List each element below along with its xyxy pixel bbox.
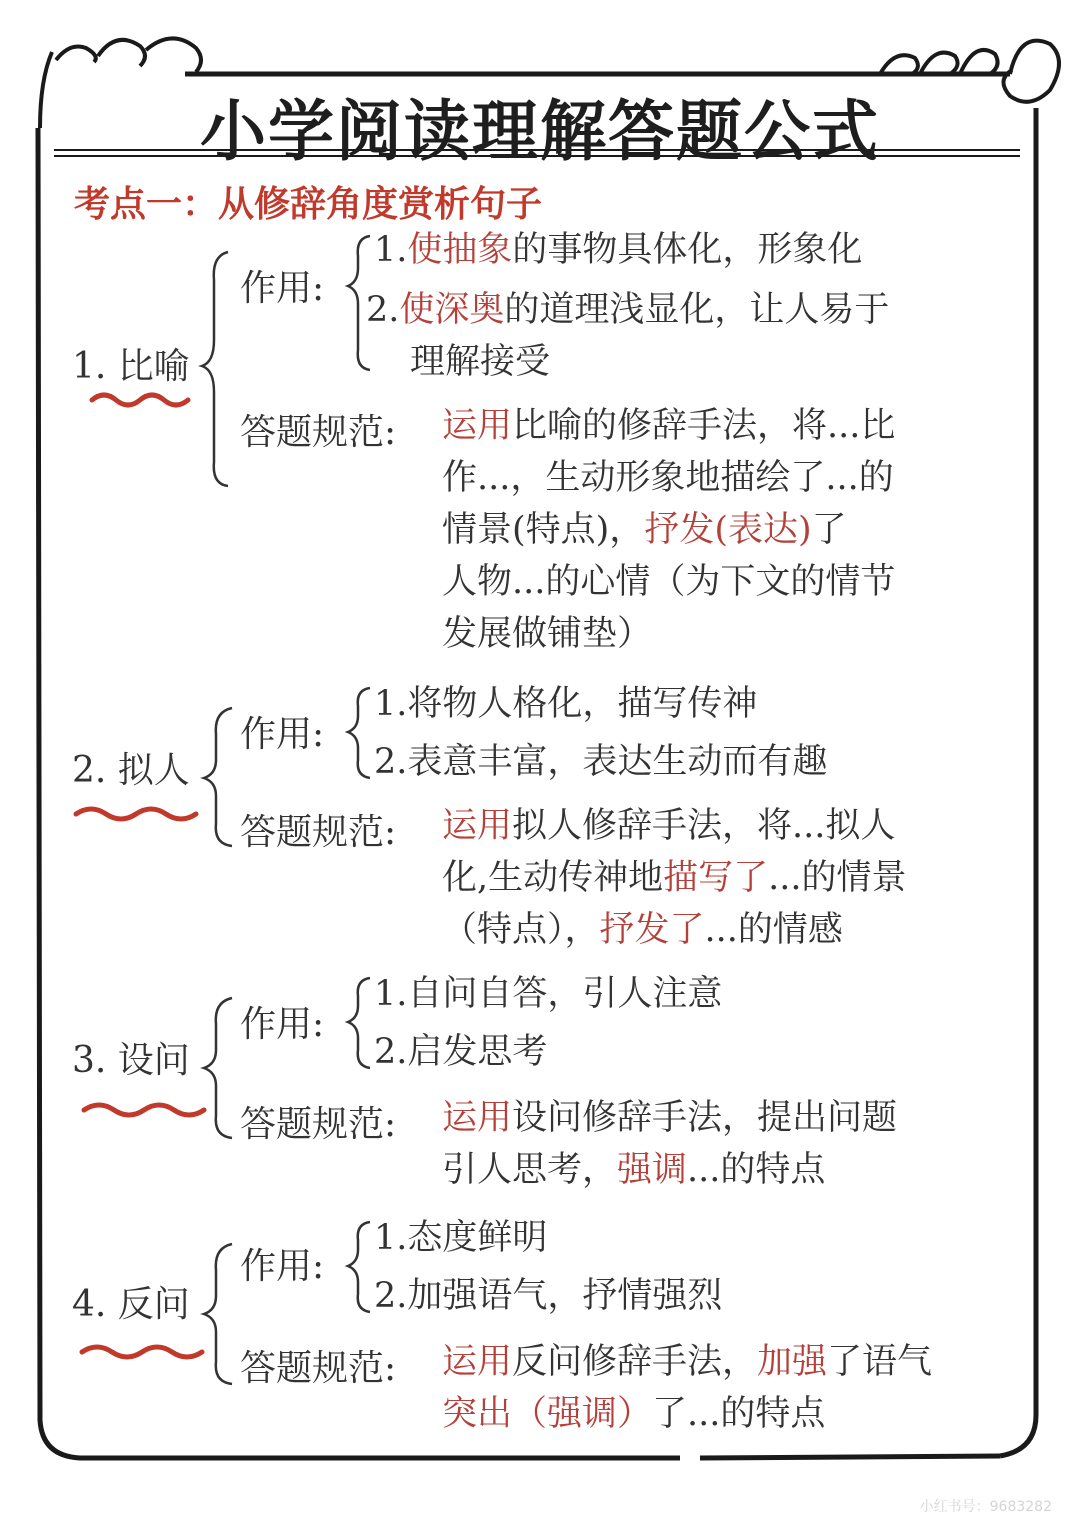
page-title: 小学阅读理解答题公式 <box>200 92 880 170</box>
answer-label: 答题规范: <box>240 812 397 853</box>
answer-line: 运用反问修辞手法，加强了语气 <box>442 1342 933 1382</box>
answer-label: 答题规范: <box>240 1348 397 1389</box>
section-label-metaphor: 1. 比喻 <box>72 346 190 387</box>
answer-line: 运用拟人修辞手法，将...拟人 <box>442 806 896 846</box>
answer-label: 答题规范: <box>240 1104 397 1145</box>
effect-item: 2.启发思考 <box>374 1032 548 1072</box>
section-label-rhetorical-question: 4. 反问 <box>72 1284 190 1325</box>
answer-line: 作...，生动形象地描绘了...的 <box>442 458 894 498</box>
effect-item: 2.加强语气，抒情强烈 <box>374 1276 723 1316</box>
effect-item: 1.自问自答，引人注意 <box>374 974 723 1014</box>
answer-line: 发展做铺垫） <box>442 614 653 654</box>
answer-line: 化,生动传神地描写了...的情景 <box>442 858 907 898</box>
answer-line: （特点），抒发了...的情感 <box>442 910 843 950</box>
effect-item-continuation: 理解接受 <box>410 342 551 382</box>
topic-heading: 考点一：从修辞角度赏析句子 <box>74 184 543 225</box>
effect-item: 2.表意丰富，表达生动而有趣 <box>374 742 828 782</box>
watermark: 小红书号：9683282 <box>919 1499 1052 1515</box>
section-label-personification: 2. 拟人 <box>72 750 190 791</box>
answer-line: 引人思考，强调...的特点 <box>442 1150 826 1190</box>
answer-line: 运用比喻的修辞手法，将...比 <box>442 406 896 446</box>
answer-line: 人物...的心情（为下文的情节 <box>442 562 896 602</box>
effect-label: 作用: <box>240 714 325 755</box>
answer-line: 突出（强调）了...的特点 <box>442 1394 826 1434</box>
effect-label: 作用: <box>240 268 325 309</box>
effect-item: 1.将物人格化，描写传神 <box>374 684 758 724</box>
effect-item: 1.使抽象的事物具体化，形象化 <box>374 230 863 270</box>
effect-label: 作用: <box>240 1246 325 1287</box>
effect-label: 作用: <box>240 1004 325 1045</box>
section-label-rhetorical-qa: 3. 设问 <box>72 1040 190 1081</box>
effect-item: 2.使深奥的道理浅显化，让人易于 <box>366 290 890 330</box>
answer-label: 答题规范: <box>240 412 397 453</box>
answer-line: 运用设问修辞手法，提出问题 <box>442 1098 898 1138</box>
effect-item: 1.态度鲜明 <box>374 1218 548 1258</box>
answer-line: 情景(特点)，抒发(表达)了 <box>442 510 847 550</box>
